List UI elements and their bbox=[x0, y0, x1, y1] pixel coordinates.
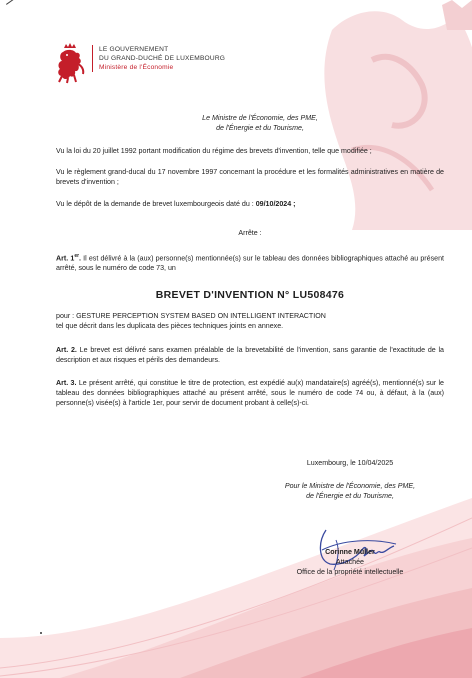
signer-office: Office de la propriété intellectuelle bbox=[296, 568, 404, 576]
article-1: Art. 1er. Il est délivré à la (aux) personne(s) mentionnée(s) sur le tableau des données bibliographiques attaché au présent arrêté, sous le numéro de code 73, un bbox=[56, 253, 444, 273]
minister-line-2: de l'Énergie et du Tourisme, bbox=[216, 124, 304, 132]
invention-title-line: pour : GESTURE PERCEPTION SYSTEM BASED ON INTELLIGENT INTERACTION bbox=[56, 312, 326, 320]
corner-mark bbox=[6, 0, 26, 5]
gov-line-2: DU GRAND-DUCHÉ DE LUXEMBOURG bbox=[99, 55, 226, 62]
red-lion-icon bbox=[54, 42, 88, 84]
ministry-name: Ministère de l'Économie bbox=[99, 64, 174, 71]
article-2 bbox=[56, 345, 444, 365]
article-1-label: Art. 1 bbox=[56, 254, 75, 263]
article-3 bbox=[56, 378, 444, 408]
article-2-label: Art. 2. bbox=[56, 346, 77, 354]
minister-line-1: Le Ministre de l'Économie, des PME, bbox=[202, 114, 318, 122]
article-3-text: Le présent arrêté, qui constitue le titre de protection, est expédié au(x) mandataire(s) agréé(s), mentionné(s) sur le tableau des données bibliographiques attaché au présent arrêté, sous le numéro de code 74 ou, à défaut, à la (aux) personne(s) visée(s) à l'article 1er, pour servir de document probant à celle(s)-ci. bbox=[56, 379, 445, 407]
consideration-3-text: Vu le dépôt de la demande de brevet luxembourgeois daté du : bbox=[56, 200, 256, 208]
arrete-heading: Arrête : bbox=[238, 229, 262, 237]
for-minister-line-1: Pour le Ministre de l'Économie, des PME, bbox=[284, 482, 416, 490]
article-3-label: Art. 3. bbox=[56, 379, 77, 387]
government-header bbox=[92, 45, 225, 72]
invention-description bbox=[56, 311, 444, 331]
place-date: Luxembourg, le 10/04/2025 bbox=[306, 459, 394, 467]
stray-mark bbox=[40, 632, 42, 634]
consideration-3 bbox=[56, 199, 444, 209]
article-1-text: Il est délivré à la (aux) personne(s) mentionnée(s) sur le tableau des données bibliographiques attaché au présent arrêté, sous le numéro de code 73, un bbox=[56, 254, 444, 273]
article-1-sup: er bbox=[74, 253, 80, 259]
for-minister-line-2: de l'Énergie et du Tourisme, bbox=[306, 492, 394, 500]
consideration-1: Vu la loi du 20 juillet 1992 portant modification du régime des brevets d'invention, telle que modifiée ; bbox=[56, 147, 372, 155]
signer-name: Corinne Müller bbox=[325, 548, 375, 556]
signer-title: Attachée bbox=[335, 558, 364, 566]
gov-line-1: LE GOUVERNEMENT bbox=[99, 46, 169, 53]
article-2-text: Le brevet est délivré sans examen préalable de la brevetabilité de l'invention, sans garantie de l'exactitude de la description et aux risques et périls des demandeurs. bbox=[56, 346, 445, 364]
for-minister-block bbox=[240, 481, 460, 501]
invention-annex-line: tel que décrit dans les duplicata des pièces techniques joints en annexe. bbox=[56, 322, 284, 330]
minister-heading bbox=[140, 113, 380, 133]
filing-date: 09/10/2024 ; bbox=[255, 200, 296, 208]
patent-title: BREVET D'INVENTION N° LU508476 bbox=[155, 289, 345, 301]
consideration-2: Vu le règlement grand-ducal du 17 novembre 1997 concernant la procédure et les formalités administratives en matière de brevets d'invention ; bbox=[56, 168, 444, 186]
signer-block bbox=[240, 547, 460, 577]
